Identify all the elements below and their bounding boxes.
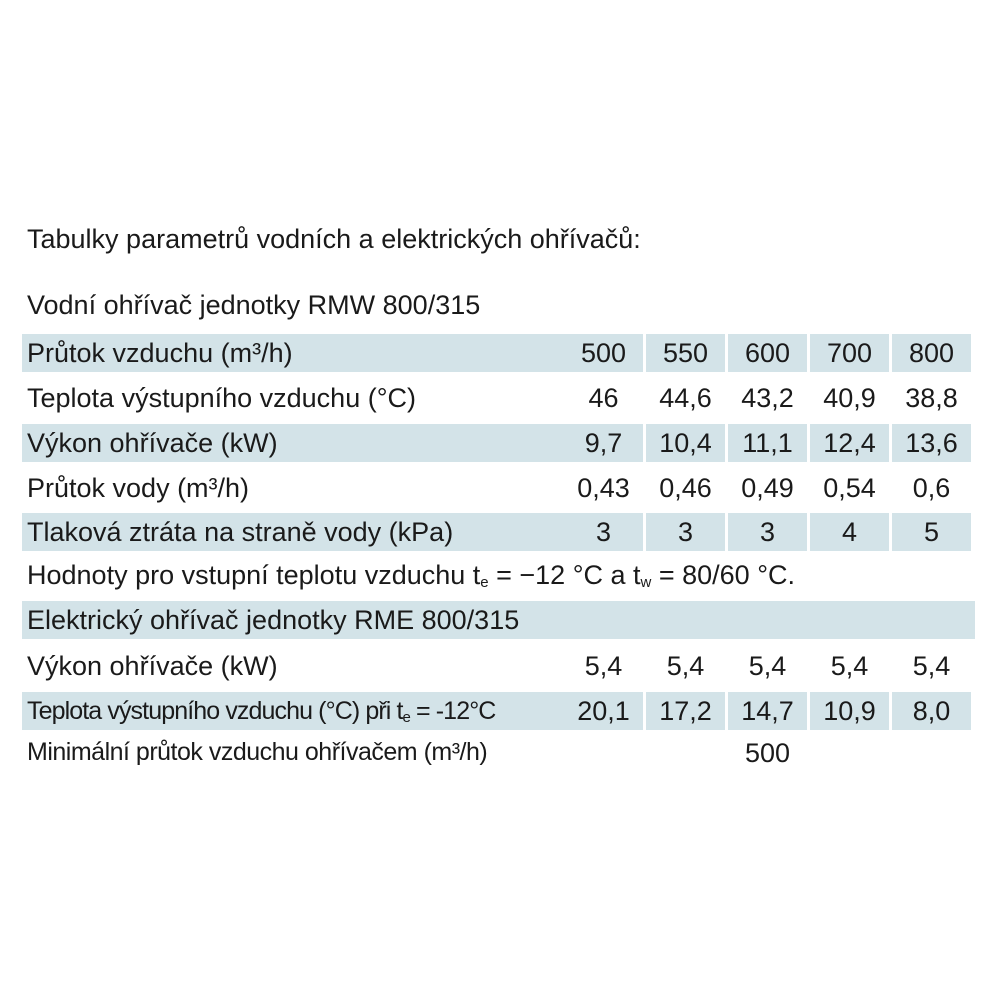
cell-value: 700: [810, 334, 889, 372]
cell-value: 5: [892, 513, 971, 551]
label-prefix: Teplota výstupního vzduchu (°C) při t: [27, 697, 403, 725]
cell-value: 0,54: [823, 473, 876, 503]
row-label: Průtok vody (m³/h): [27, 473, 250, 503]
cell-value: 0,46: [659, 473, 712, 503]
conditions-note: [27, 560, 795, 591]
cell-value: 17,2: [646, 692, 725, 730]
note-middle: = −12 °C a t: [488, 560, 641, 590]
cell-value: 9,7: [564, 424, 643, 462]
cell-value: 0,49: [741, 473, 794, 503]
row-label: Výkon ohřívače (kW): [22, 424, 570, 462]
cell-value: 600: [728, 334, 807, 372]
note-suffix: = 80/60 °C.: [651, 560, 795, 590]
cell-value: 550: [646, 334, 725, 372]
cell-value: 5,4: [912, 651, 951, 681]
cell-value: 4: [810, 513, 889, 551]
cell-value: 44,6: [659, 383, 712, 413]
cell-value: 43,2: [741, 383, 794, 413]
cell-value: 500: [564, 334, 643, 372]
note-prefix: Hodnoty pro vstupní teplotu vzduchu t: [27, 560, 481, 590]
cell-value: 3: [646, 513, 725, 551]
cell-value: 5,4: [830, 651, 869, 681]
cell-value: 10,4: [646, 424, 725, 462]
cell-value: 3: [564, 513, 643, 551]
cell-value: 800: [892, 334, 971, 372]
min-airflow-value: 500: [744, 738, 791, 768]
cell-value: 38,8: [905, 383, 958, 413]
note-subscript-w: w: [640, 574, 652, 591]
row-label: Tlaková ztráta na straně vody (kPa): [22, 513, 570, 551]
water-heater-title: Vodní ohřívač jednotky RMW 800/315: [27, 290, 481, 320]
cell-value: 10,9: [810, 692, 889, 730]
cell-value: 0,6: [912, 473, 951, 503]
cell-value: 20,1: [564, 692, 643, 730]
intro-text: Tabulky parametrů vodních a elektrických ohřívačů:: [27, 224, 641, 254]
cell-value: 5,4: [584, 651, 623, 681]
cell-value: 40,9: [823, 383, 876, 413]
electric-heater-title: Elektrický ohřívač jednotky RME 800/315: [22, 601, 975, 639]
cell-value: 11,1: [728, 424, 807, 462]
row-label: [22, 692, 570, 730]
row-label: Výkon ohřívače (kW): [27, 651, 278, 681]
label-subscript-e: e: [402, 709, 410, 726]
cell-value: 5,4: [666, 651, 705, 681]
cell-value: 8,0: [892, 692, 971, 730]
cell-value: 12,4: [810, 424, 889, 462]
row-label: Průtok vzduchu (m³/h): [22, 334, 570, 372]
cell-value: 5,4: [748, 651, 787, 681]
cell-value: 13,6: [892, 424, 971, 462]
min-airflow-label: Minimální průtok vzduchu ohřívačem (m³/h): [27, 738, 488, 766]
cell-value: 14,7: [728, 692, 807, 730]
label-suffix: = -12°C: [409, 697, 496, 725]
note-subscript-e: e: [480, 574, 489, 591]
cell-value: 0,43: [577, 473, 630, 503]
cell-value: 3: [728, 513, 807, 551]
row-label: Teplota výstupního vzduchu (°C): [27, 383, 416, 413]
cell-value: 46: [588, 383, 619, 413]
